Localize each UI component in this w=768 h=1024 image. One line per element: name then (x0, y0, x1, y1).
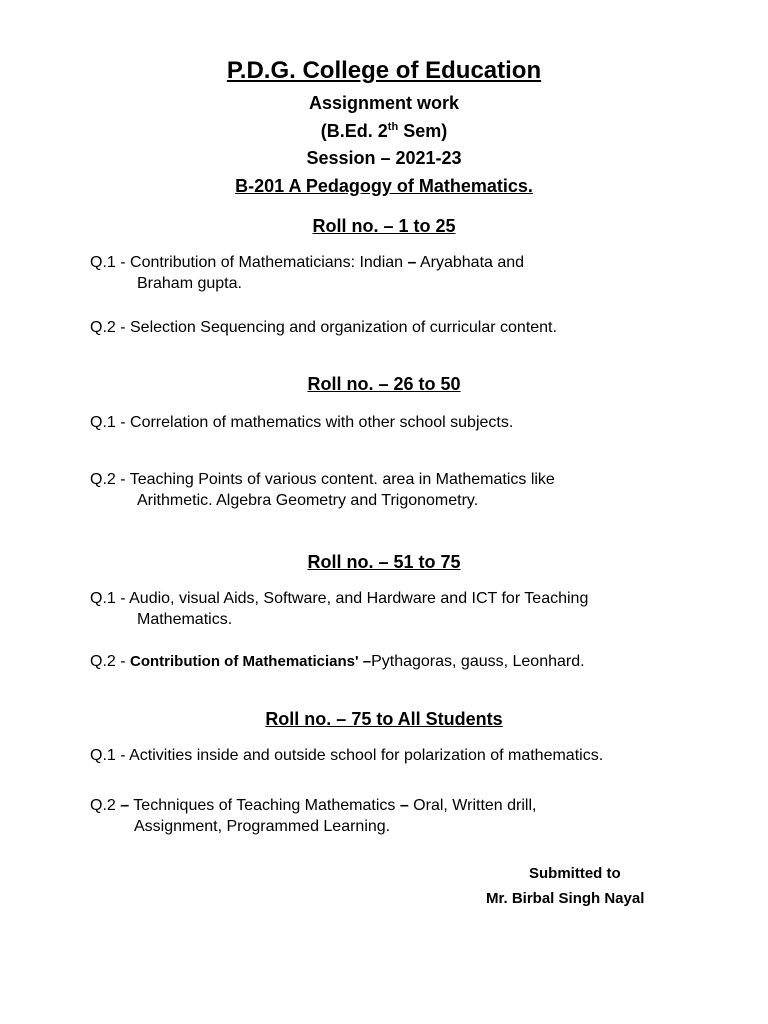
subject-label: B-201 A Pedagogy of Mathematics. (235, 176, 533, 196)
question-text: Techniques of Teaching Mathematics (129, 797, 400, 814)
question-text: Q.1 - Contribution of Mathematicians: Indian (90, 254, 408, 271)
section-1-question-1 (90, 252, 524, 294)
question-continuation: Braham gupta. (137, 275, 242, 292)
question-continuation: Arithmetic. Algebra Geometry and Trigonometry. (137, 492, 479, 509)
question-text: Q.1 - Activities inside and outside school for polarization of mathematics. (90, 747, 604, 764)
section-2-question-1 (90, 412, 513, 433)
question-continuation: Assignment, Programmed Learning. (134, 818, 391, 835)
question-bold-text: Contribution of Mathematicians' – (130, 653, 372, 670)
section-heading-3: Roll no. – 51 to 75 (307, 552, 461, 572)
question-dash: – (407, 254, 417, 271)
section-1-question-2 (90, 317, 557, 338)
question-text: Q.2 (90, 797, 121, 814)
course-label (0, 121, 768, 142)
submitted-to-label: Submitted to (529, 865, 621, 882)
section-2-question-2 (90, 469, 555, 511)
question-text: Q.2 - Selection Sequencing and organization of curricular content. (90, 319, 557, 336)
section-heading-2: Roll no. – 26 to 50 (307, 374, 461, 394)
question-text: Q.1 - Correlation of mathematics with other school subjects. (90, 414, 514, 431)
question-dash: – (120, 797, 130, 814)
section-3-question-2 (90, 651, 585, 672)
question-continuation: Mathematics. (137, 611, 233, 628)
course-prefix: (B.Ed. 2 (320, 121, 388, 141)
section-3-question-1 (90, 588, 588, 630)
assignment-label: Assignment work (308, 93, 460, 113)
question-text: Aryabhata and (416, 254, 525, 271)
college-title: P.D.G. College of Education (226, 57, 542, 84)
section-4-question-2 (90, 795, 536, 837)
question-text: Pythagoras, gauss, Leonhard. (371, 653, 585, 670)
session-label: Session – 2021-23 (306, 148, 462, 168)
section-4-question-1 (90, 745, 603, 766)
section-heading-4: Roll no. – 75 to All Students (265, 709, 503, 729)
question-text: Oral, Written drill, (408, 797, 537, 814)
question-text: Q.2 - Teaching Points of various content. area in Mathematics like (90, 471, 555, 488)
teacher-name: Mr. Birbal Singh Nayal (486, 890, 645, 907)
question-text: Q.1 - Audio, visual Aids, Software, and Hardware and ICT for Teaching (90, 590, 589, 607)
section-heading-1: Roll no. – 1 to 25 (312, 216, 456, 236)
question-dash: – (399, 797, 409, 814)
course-suffix: Sem) (398, 121, 448, 141)
question-text: Q.2 - (90, 653, 131, 670)
course-superscript: th (387, 121, 399, 133)
